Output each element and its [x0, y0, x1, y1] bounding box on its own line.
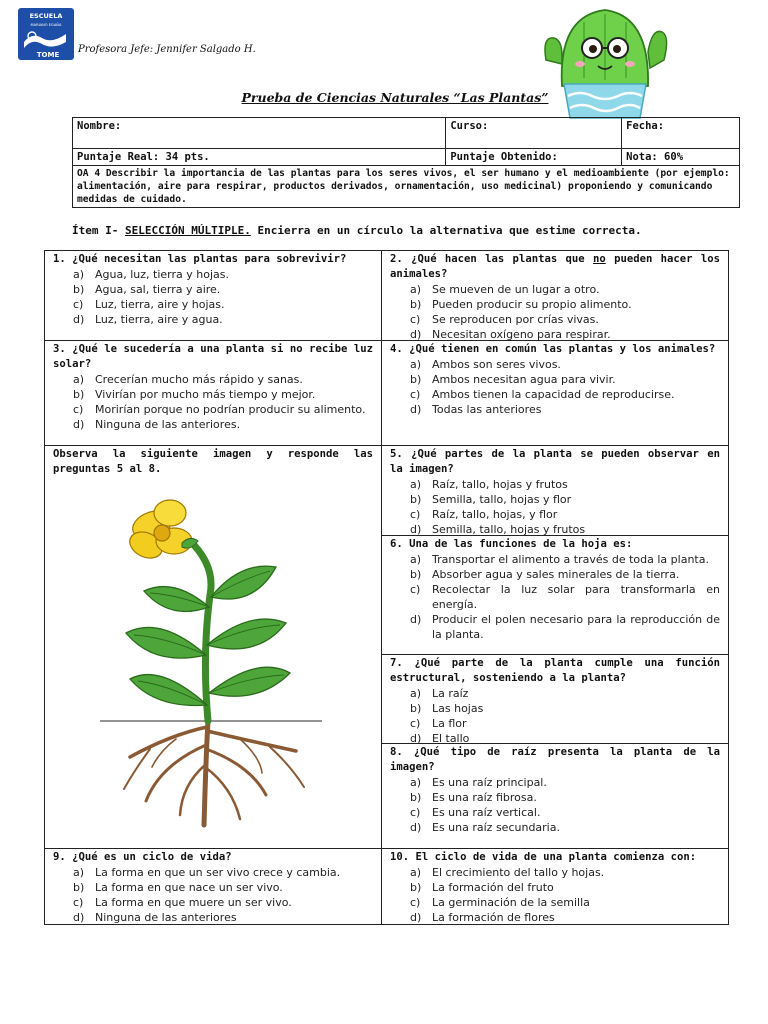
question-1 [44, 250, 382, 341]
item-heading [72, 224, 642, 237]
option-d[interactable]: d) Semilla, tallo, hojas y frutos [410, 523, 586, 536]
logo-text-bottom: TOME [36, 51, 60, 59]
option-a[interactable]: a) El crecimiento del tallo y hojas. [410, 866, 605, 879]
logo-text-top: ESCUELA [29, 12, 63, 20]
question-text: 6. Una de las funciones de la hoja es: [390, 538, 633, 550]
question-6 [381, 535, 729, 655]
question-5 [381, 445, 729, 536]
option-d[interactable]: d) Necesitan oxígeno para respirar. [410, 328, 611, 341]
option-c[interactable]: c) La flor [410, 717, 467, 730]
option-b[interactable]: b) Semilla, tallo, hojas y flor [410, 493, 572, 506]
option-b[interactable]: b) La formación del fruto [410, 881, 554, 894]
item-instruction: Encierra en un círculo la alternativa que estime correcta. [257, 224, 642, 237]
option-a[interactable]: a) Raíz, tallo, hojas y frutos [410, 478, 568, 491]
option-c[interactable]: c) Se reproducen por crías vivas. [410, 313, 599, 326]
question-text: 3. ¿Qué le sucedería a una planta si no recibe luz solar? [53, 343, 373, 370]
observe-instruction: Observa la siguiente imagen y responde las preguntas 5 al 8. [53, 448, 373, 475]
question-3 [44, 340, 382, 446]
option-d[interactable]: d) Luz, tierra, aire y agua. [73, 313, 223, 326]
question-2 [381, 250, 729, 341]
question-text: 1. ¿Qué necesitan las plantas para sobrevivir? [53, 253, 347, 265]
question-text: 4. ¿Qué tienen en común las plantas y los animales? [390, 343, 716, 355]
item-prefix: Ítem I- [72, 224, 119, 237]
option-c[interactable]: c) La germinación de la semilla [410, 896, 590, 909]
item-section: SELECCIÓN MÚLTIPLE. [124, 224, 251, 237]
option-c[interactable]: c) Luz, tierra, aire y hojas. [73, 298, 225, 311]
question-text: 5. ¿Qué partes de la planta se pueden observar en la imagen? [390, 448, 720, 475]
date-field[interactable]: Fecha: [622, 118, 740, 149]
teacher-name: Profesora Jefe: Jennifer Salgado H. [78, 44, 256, 55]
school-logo [18, 8, 74, 60]
logo-text-mid: MARIANO EGAÑA [30, 23, 62, 27]
question-text: 7. ¿Qué parte de la planta cumple una función estructural, sosteniendo a la planta? [390, 657, 720, 684]
obtained-score-field[interactable]: Puntaje Obtenido: [446, 149, 622, 166]
option-b[interactable]: b) Es una raíz fibrosa. [410, 791, 537, 804]
option-b[interactable]: b) Agua, sal, tierra y aire. [73, 283, 221, 296]
course-field[interactable]: Curso: [446, 118, 622, 149]
option-a[interactable]: a) La raíz [410, 687, 469, 700]
roots [124, 721, 304, 825]
question-10 [381, 848, 729, 925]
learning-objective: OA 4 Describir la importancia de las plantas para los seres vivos, el ser humano y el medioambiente (por ejemplo: alimentación, aire para respirar, productos derivados, ornamentación, uso medicinal) proponiendo y comunicando medidas de cuidado. [73, 166, 740, 208]
option-b[interactable]: b) La forma en que nace un ser vivo. [73, 881, 283, 894]
option-a[interactable]: a) Ambos son seres vivos. [410, 358, 561, 371]
option-c[interactable]: c) Raíz, tallo, hojas, y flor [410, 508, 558, 521]
question-9 [44, 848, 382, 925]
plant-illustration [90, 495, 330, 830]
option-a[interactable]: a) La forma en que un ser vivo crece y cambia. [73, 866, 341, 879]
question-7 [381, 654, 729, 744]
option-d[interactable]: d) Ninguna de las anteriores. [73, 418, 241, 431]
option-d[interactable]: d) Es una raíz secundaria. [410, 821, 560, 834]
option-a[interactable]: a) Crecerían mucho más rápido y sanas. [73, 373, 303, 386]
name-field[interactable]: Nombre: [73, 118, 446, 149]
option-d[interactable]: d) Ninguna de las anteriores [73, 911, 237, 924]
grade-percent: Nota: 60% [622, 149, 740, 166]
student-info-table [72, 117, 740, 208]
option-a[interactable]: a) Es una raíz principal. [410, 776, 547, 789]
option-a[interactable]: a) Se mueven de un lugar a otro. [410, 283, 600, 296]
question-8 [381, 743, 729, 849]
option-b[interactable]: b) Vivirían por mucho más tiempo y mejor. [73, 388, 316, 401]
option-b[interactable]: b) Ambos necesitan agua para vivir. [410, 373, 616, 386]
option-d[interactable]: d) Todas las anteriores [410, 403, 542, 416]
option-c[interactable]: c) Morirían porque no podrían producir su alimento. [73, 403, 366, 416]
question-text: 2. ¿Qué hacen las plantas que no pueden hacer los animales? [390, 253, 720, 280]
option-b[interactable]: b) Pueden producir su propio alimento. [410, 298, 632, 311]
option-d[interactable]: d) El tallo [410, 732, 470, 744]
option-c[interactable]: c) La forma en que muere un ser vivo. [73, 896, 292, 909]
option-c[interactable]: c) Es una raíz vertical. [410, 806, 541, 819]
question-text: 9. ¿Qué es un ciclo de vida? [53, 851, 232, 863]
option-d[interactable]: d) Producir el polen necesario para la reproducción de la planta. [410, 613, 720, 641]
real-score: Puntaje Real: 34 pts. [73, 149, 446, 166]
option-a[interactable]: a) Transportar el alimento a través de toda la planta. [410, 553, 709, 566]
page-title: Prueba de Ciencias Naturales “Las Plantas” [241, 90, 549, 105]
flower [126, 500, 192, 563]
option-c[interactable]: c) Recolectar la luz solar para transformarla en energía. [410, 583, 720, 611]
option-c[interactable]: c) Ambos tienen la capacidad de reproducirse. [410, 388, 675, 401]
question-4 [381, 340, 729, 446]
option-a[interactable]: a) Agua, luz, tierra y hojas. [73, 268, 229, 281]
option-d[interactable]: d) La formación de flores [410, 911, 555, 924]
option-b[interactable]: b) Las hojas [410, 702, 484, 715]
option-b[interactable]: b) Absorber agua y sales minerales de la tierra. [410, 568, 680, 581]
question-text: 10. El ciclo de vida de una planta comienza con: [390, 851, 697, 863]
question-text: 8. ¿Qué tipo de raíz presenta la planta de la imagen? [390, 746, 720, 773]
